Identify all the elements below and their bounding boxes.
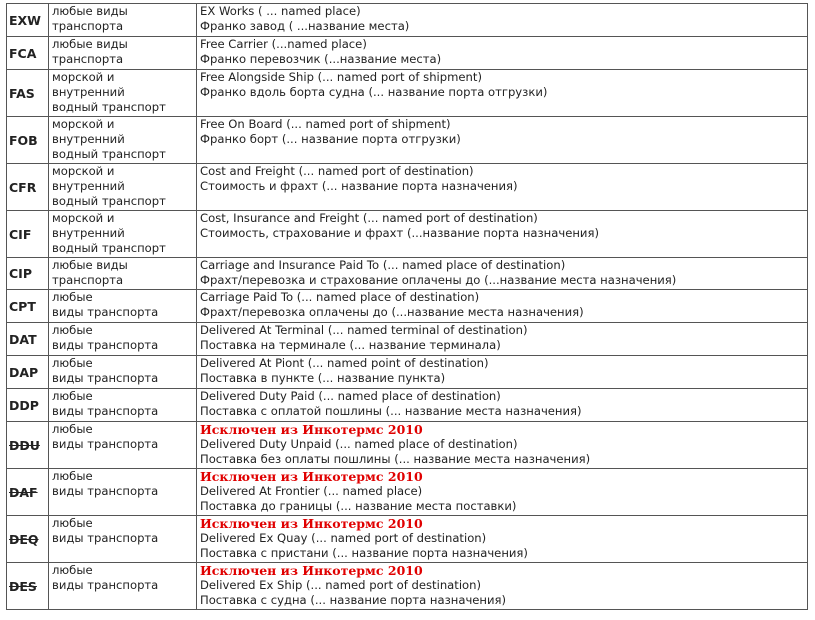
table-row (7, 356, 808, 389)
term-english: Delivered Ex Quay (... named port of destination) (200, 531, 487, 545)
term-description-cell (197, 70, 808, 117)
transport-mode-line: любые (52, 356, 93, 370)
term-english: Delivered Duty Paid (... named place of destination) (200, 389, 501, 403)
term-code: DDU (9, 437, 40, 453)
transport-mode-line: внутренний (52, 85, 125, 99)
transport-mode-line: любые (52, 290, 93, 304)
term-code-cell (7, 4, 49, 37)
table-row (7, 323, 808, 356)
term-english: Cost, Insurance and Freight (... named port of destination) (200, 211, 538, 225)
term-english: Delivered Duty Unpaid (... named place of destination) (200, 437, 518, 451)
transport-mode-line: любые (52, 516, 93, 530)
term-code: FOB (9, 132, 38, 148)
term-code: DAF (9, 484, 38, 500)
term-code-cell (7, 563, 49, 610)
term-description-cell (197, 37, 808, 70)
incoterms-table-body (7, 4, 808, 610)
table-row (7, 4, 808, 37)
term-description-cell (197, 258, 808, 290)
term-russian: Поставка с пристани (... название порта назначения) (200, 546, 528, 560)
term-code: FCA (9, 45, 37, 61)
excluded-note: Исключен из Инкотермс 2010 (200, 469, 423, 484)
term-code: CPT (9, 298, 36, 314)
term-code-cell (7, 258, 49, 290)
table-row (7, 164, 808, 211)
transport-mode-cell (49, 356, 197, 389)
term-russian: Фрахт/перевозка и страхование оплачены до (...название места назначения) (200, 273, 677, 287)
term-code: CIF (9, 226, 32, 242)
transport-mode-cell (49, 290, 197, 323)
term-russian: Франко борт (... название порта отгрузки) (200, 132, 461, 146)
term-code-cell (7, 516, 49, 563)
term-description-cell (197, 117, 808, 164)
term-description-cell (197, 516, 808, 563)
table-row (7, 70, 808, 117)
transport-mode-line: водный транспорт (52, 100, 166, 114)
transport-mode-line: любые виды (52, 258, 128, 272)
term-code: DEQ (9, 531, 39, 547)
term-description-cell (197, 164, 808, 211)
incoterms-table (6, 3, 808, 610)
term-description-cell (197, 290, 808, 323)
transport-mode-cell (49, 563, 197, 610)
table-row (7, 563, 808, 610)
transport-mode-cell (49, 117, 197, 164)
term-description-cell (197, 356, 808, 389)
transport-mode-line: морской и (52, 164, 115, 178)
transport-mode-line: водный транспорт (52, 194, 166, 208)
term-description-cell (197, 422, 808, 469)
term-code-cell (7, 469, 49, 516)
transport-mode-cell (49, 389, 197, 422)
transport-mode-line: внутренний (52, 226, 125, 240)
transport-mode-line: водный транспорт (52, 241, 166, 255)
term-russian: Поставка в пункте (... название пункта) (200, 371, 446, 385)
term-description-cell (197, 323, 808, 356)
transport-mode-cell (49, 258, 197, 290)
transport-mode-cell (49, 37, 197, 70)
transport-mode-line: любые виды (52, 4, 128, 18)
term-code: DDP (9, 397, 39, 413)
term-english: Delivered At Frontier (... named place) (200, 484, 423, 498)
table-row (7, 290, 808, 323)
term-russian: Франко завод ( ...название места) (200, 19, 410, 33)
term-english: Cost and Freight (... named port of destination) (200, 164, 474, 178)
term-code: CFR (9, 179, 37, 195)
term-code-cell (7, 117, 49, 164)
transport-mode-line: любые (52, 422, 93, 436)
transport-mode-cell (49, 469, 197, 516)
term-english: Free On Board (... named port of shipment) (200, 117, 451, 131)
excluded-note: Исключен из Инкотермс 2010 (200, 563, 423, 578)
transport-mode-line: виды транспорта (52, 484, 159, 498)
transport-mode-line: виды транспорта (52, 404, 159, 418)
term-english: Carriage and Insurance Paid To (... named place of destination) (200, 258, 566, 272)
transport-mode-line: виды транспорта (52, 578, 159, 592)
term-code-cell (7, 323, 49, 356)
transport-mode-cell (49, 164, 197, 211)
transport-mode-line: морской и (52, 211, 115, 225)
term-english: Delivered Ex Ship (... named port of destination) (200, 578, 482, 592)
term-russian: Франко вдоль борта судна (... название порта отгрузки) (200, 85, 548, 99)
transport-mode-line: морской и (52, 117, 115, 131)
term-code-cell (7, 211, 49, 258)
transport-mode-cell (49, 4, 197, 37)
term-code-cell (7, 164, 49, 211)
table-row (7, 469, 808, 516)
term-code-cell (7, 422, 49, 469)
term-english: Free Carrier (...named place) (200, 37, 367, 51)
term-code-cell (7, 70, 49, 117)
term-english: Free Alongside Ship (... named port of shipment) (200, 70, 482, 84)
term-code-cell (7, 37, 49, 70)
term-russian: Поставка на терминале (... название терминала) (200, 338, 501, 352)
transport-mode-line: внутренний (52, 132, 125, 146)
term-english: Delivered At Terminal (... named terminal of destination) (200, 323, 528, 337)
term-russian: Поставка до границы (... название места поставки) (200, 499, 517, 513)
term-russian: Стоимость, страхование и фрахт (...название порта назначения) (200, 226, 599, 240)
table-row (7, 211, 808, 258)
transport-mode-line: любые (52, 323, 93, 337)
term-russian: Поставка без оплаты пошлины (... название места назначения) (200, 452, 591, 466)
transport-mode-line: любые (52, 469, 93, 483)
term-description-cell (197, 211, 808, 258)
transport-mode-line: любые (52, 389, 93, 403)
transport-mode-line: внутренний (52, 179, 125, 193)
transport-mode-line: транспорта (52, 52, 124, 66)
transport-mode-line: виды транспорта (52, 338, 159, 352)
transport-mode-line: транспорта (52, 273, 124, 287)
transport-mode-line: виды транспорта (52, 437, 159, 451)
transport-mode-cell (49, 516, 197, 563)
table-row (7, 37, 808, 70)
term-description-cell (197, 469, 808, 516)
term-english: Carriage Paid To (... named place of destination) (200, 290, 480, 304)
table-row (7, 258, 808, 290)
term-code-cell (7, 389, 49, 422)
term-code: EXW (9, 12, 41, 28)
transport-mode-line: транспорта (52, 19, 124, 33)
term-russian: Франко перевозчик (...название места) (200, 52, 442, 66)
table-row (7, 516, 808, 563)
term-code: DES (9, 578, 37, 594)
term-russian: Стоимость и фрахт (... название порта назначения) (200, 179, 518, 193)
transport-mode-line: виды транспорта (52, 305, 159, 319)
table-row (7, 389, 808, 422)
term-code-cell (7, 356, 49, 389)
term-code: FAS (9, 85, 35, 101)
transport-mode-cell (49, 211, 197, 258)
transport-mode-cell (49, 323, 197, 356)
table-row (7, 117, 808, 164)
term-description-cell (197, 389, 808, 422)
excluded-note: Исключен из Инкотермс 2010 (200, 516, 423, 531)
term-description-cell (197, 563, 808, 610)
transport-mode-line: виды транспорта (52, 371, 159, 385)
term-code: DAP (9, 364, 39, 380)
term-code-cell (7, 290, 49, 323)
term-code: DAT (9, 331, 37, 347)
table-row (7, 422, 808, 469)
transport-mode-line: морской и (52, 70, 115, 84)
term-russian: Фрахт/перевозка оплачены до (...название места назначения) (200, 305, 584, 319)
transport-mode-line: любые виды (52, 37, 128, 51)
transport-mode-cell (49, 70, 197, 117)
transport-mode-cell (49, 422, 197, 469)
term-english: EX Works ( ... named place) (200, 4, 361, 18)
term-russian: Поставка с оплатой пошлины (... название места назначения) (200, 404, 582, 418)
transport-mode-line: любые (52, 563, 93, 577)
term-russian: Поставка с судна (... название порта назначения) (200, 593, 507, 607)
transport-mode-line: водный транспорт (52, 147, 166, 161)
term-code: CIP (9, 266, 32, 281)
excluded-note: Исключен из Инкотермс 2010 (200, 422, 423, 437)
transport-mode-line: виды транспорта (52, 531, 159, 545)
term-description-cell (197, 4, 808, 37)
term-english: Delivered At Piont (... named point of destination) (200, 356, 489, 370)
